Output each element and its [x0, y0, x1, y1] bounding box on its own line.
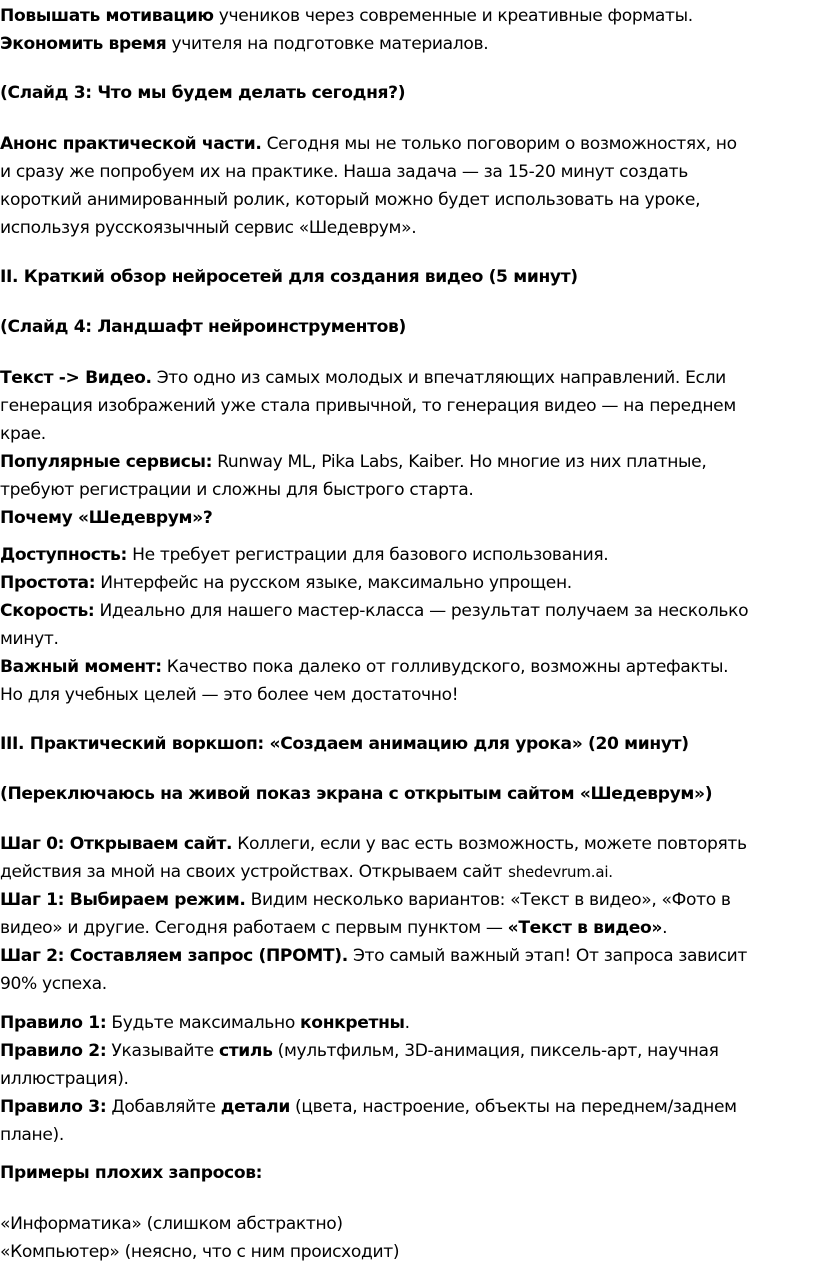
step-1-line-1: Шаг 1: Выбираем режим. Видим несколько вариантов: «Текст в видео», «Фото в — [0, 890, 731, 910]
rule-2-line-2: иллюстрация). — [0, 1069, 129, 1089]
step-0-line-1: Шаг 0: Открываем сайт. Коллеги, если у вас есть возможность, можете повторять — [0, 834, 747, 854]
announce-line-2: и сразу же попробуем их на практике. Наша задача — за 15-20 минут создать — [0, 162, 689, 182]
important-note-line-1: Важный момент: Качество пока далеко от голливудского, возможны артефакты. — [0, 657, 729, 677]
text-video-line-3: крае. — [0, 424, 46, 444]
rule-3-line-1: Правило 3: Добавляйте детали (цвета, настроение, объекты на переднем/заднем — [0, 1097, 737, 1117]
benefit-speed-line-2: минут. — [0, 629, 59, 649]
announce-line-4: используя русскоязычный сервис «Шедеврум». — [0, 218, 417, 238]
step-0-line-2: действия за мной на своих устройствах. Открываем сайт shedevrum.ai. — [0, 862, 613, 882]
rule-2-line-1: Правило 2: Указывайте стиль (мультфильм, 3D-анимация, пиксель-арт, научная — [0, 1041, 719, 1061]
text-video-line-2: генерация изображений уже стала привычной, то генерация видео — на переднем — [0, 396, 736, 416]
bad-examples-heading: Примеры плохих запросов: — [0, 1163, 263, 1183]
step-2-line-1: Шаг 2: Составляем запрос (ПРОМТ). Это самый важный этап! От запроса зависит — [0, 946, 748, 966]
slide-4-note: (Слайд 4: Ландшафт нейроинструментов) — [0, 317, 406, 337]
rule-1: Правило 1: Будьте максимально конкретны. — [0, 1013, 410, 1033]
benefit-accessibility: Доступность: Не требует регистрации для базового использования. — [0, 545, 609, 565]
step-1-line-2: видео» и другие. Сегодня работаем с первым пунктом — «Текст в видео». — [0, 918, 668, 938]
rule-3-line-2: плане). — [0, 1125, 64, 1145]
section-3-heading: III. Практический воркшоп: «Создаем анимацию для урока» (20 минут) — [0, 734, 689, 754]
benefit-simplicity: Простота: Интерфейс на русском языке, максимально упрощен. — [0, 573, 572, 593]
why-shedevrum-heading: Почему «Шедеврум»? — [0, 508, 213, 528]
popular-services-line-1: Популярные сервисы: Runway ML, Pika Labs, Kaiber. Но многие из них платные, — [0, 452, 707, 472]
site-address: shedevrum.ai. — [508, 863, 613, 881]
goal-save-time: Экономить время учителя на подготовке материалов. — [0, 34, 489, 54]
step-2-line-2: 90% успеха. — [0, 974, 107, 994]
screen-switch-note: (Переключаюсь на живой показ экрана с открытым сайтом «Шедеврум») — [0, 784, 713, 804]
bad-example-item: «Информатика» (слишком абстрактно) — [0, 1214, 343, 1234]
announce-line-3: короткий анимированный ролик, который можно будет использовать на уроке, — [0, 190, 701, 210]
bad-example-item: «Компьютер» (неясно, что с ним происходит) — [0, 1242, 400, 1262]
important-note-line-2: Но для учебных целей — это более чем достаточно! — [0, 685, 459, 705]
announce-line-1: Анонс практической части. Сегодня мы не только поговорим о возможностях, но — [0, 134, 737, 154]
benefit-speed-line-1: Скорость: Идеально для нашего мастер-класса — результат получаем за несколько — [0, 601, 749, 621]
text-video-line-1: Текст -> Видео. Это одно из самых молодых и впечатляющих направлений. Если — [0, 368, 726, 388]
popular-services-line-2: требуют регистрации и сложны для быстрого старта. — [0, 480, 474, 500]
section-2-heading: II. Краткий обзор нейросетей для создания видео (5 минут) — [0, 267, 578, 287]
slide-3-note: (Слайд 3: Что мы будем делать сегодня?) — [0, 83, 406, 103]
goal-motivation: Повышать мотивацию учеников через современные и креативные форматы. — [0, 6, 693, 26]
